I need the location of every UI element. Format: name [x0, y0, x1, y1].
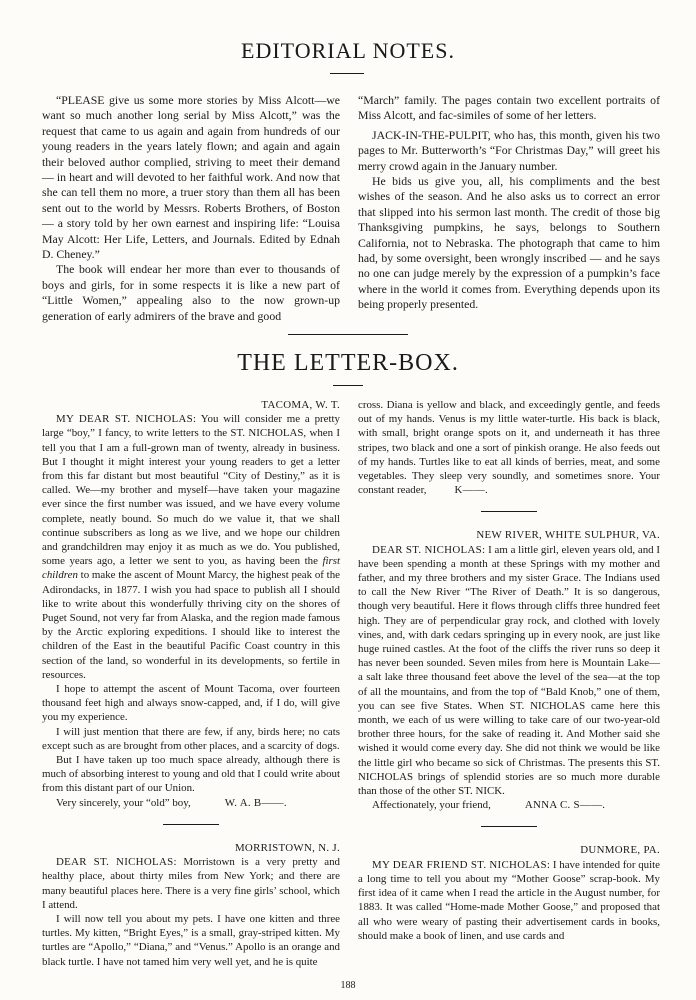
editorial-left-column — [42, 93, 340, 324]
letterbox-heading: THE LETTER-BOX. — [237, 350, 459, 376]
letter-closing: Affectionately, your friend, — [372, 799, 491, 812]
letter-salutation: MY DEAR FRIEND ST. NICHOLAS: — [372, 858, 551, 871]
letter-text: cross. Diana is yellow and black, and exceedingly gentle, and feeds out of my hands. Venus is my little water-turtle. His back is black, with small, bright orange spots on it, and underneath it has three stripes, two black and one a sort of pinkish orange. He also feeds out of my hands. Turtles like to eat all kinds of berries, meat, and some vegetables. They sleep very soundly, and sometimes snore. — [358, 399, 660, 483]
letter-place: NEW RIVER, WHITE SULPHUR, VA. — [476, 529, 660, 542]
letter-tacoma — [42, 398, 340, 810]
letter-divider — [481, 826, 537, 827]
letter-place: DUNMORE, PA. — [580, 844, 660, 857]
letter-paragraph: I hope to attempt the ascent of Mount Tacoma, over fourteen thousand feet high and always snow-capped, and, if I do, will give you my experience. — [42, 683, 340, 724]
letter-signature: K——. — [454, 484, 489, 497]
letter-text: to make the ascent of Mount Marcy, the highest peak of the Adirondacks, in 1877. I wish you had space to publish all I should like to write about this wonderfully thriving city on the shores of Puget Sound, not very far from Alaska, and the region made famous by the Arctic exploring expeditions. I should like to interest the children of the East in the beautiful Pacific Coast country in this section of the land, so wonderful in its developments, so fertile in resources. — [42, 569, 340, 681]
letter-signature: ANNA C. S——. — [524, 799, 606, 812]
page-number: 188 — [340, 980, 356, 991]
letterbox-right-column — [358, 398, 660, 943]
editorial-paragraph: JACK-IN-THE-PULPIT, who has, this month, given his two pages to Mr. Butterworth’s “For Christmas Day,” will greet his merry crowd again in the January number. — [358, 127, 660, 173]
letter-signoff — [358, 798, 660, 812]
letter-new-river — [358, 528, 660, 812]
letter-body — [42, 855, 340, 912]
letter-paragraph: But I have taken up too much space already, although there is much of absorbing interest to young and old that I could write about from this distant part of our Union. — [42, 754, 340, 795]
letter-closing: Very sincerely, your “old” boy, — [56, 796, 191, 809]
letter-signoff — [42, 796, 340, 810]
letter-salutation: DEAR ST. NICHOLAS: — [372, 543, 486, 556]
letter-paragraph: I will now tell you about my pets. I have one kitten and three turtles. My kitten, “Bright Eyes,” is a small, gray-striped kitten. My turtles are “Apollo,” “Diana,” and “Venus.” Apollo is an orange and black turtle. I have not tamed him very well yet, and he is quite — [42, 912, 340, 968]
letter-text: Morristown is a very pretty and healthy place, about thirty miles from New York; and there are many beautiful places here. There is a very fine girls’ school, which I attend. — [42, 856, 340, 911]
letter-body — [358, 858, 660, 943]
editorial-paragraph: “March” family. The pages contain two excellent portraits of Miss Alcott, and fac-similes of some of her letters. — [358, 93, 660, 123]
letter-divider — [163, 824, 219, 825]
letter-morristown-continued — [358, 398, 660, 497]
letter-paragraph: I will just mention that there are few, if any, birds here; no cats except such as are brought from other places, and a scarcity of dogs. — [42, 725, 340, 752]
letter-morristown — [42, 841, 340, 969]
editorial-right-column — [358, 93, 660, 313]
emphasized-text: first children — [42, 555, 340, 582]
letter-place: TACOMA, W. T. — [261, 399, 340, 411]
letter-closing: Your constant reader, — [358, 470, 660, 497]
letter-salutation: DEAR ST. NICHOLAS: — [56, 856, 177, 869]
letterbox-left-column — [42, 398, 340, 969]
letter-body — [42, 412, 340, 682]
letter-signature: W. A. B——. — [224, 796, 287, 809]
letter-dunmore — [358, 843, 660, 942]
editorial-paragraph: “PLEASE give us some more stories by Miss Alcott—we want so much another long serial by Miss Alcott,” was the request that came to us again and again from hundreds of our young readers in the years lately flown; and again and again their beloved author complied, striving to meet their demand — in heart and will devoted to her faithful work. And now that she can tell them no more, a truer story than them all has been sent out to the world by Messrs. Roberts Brothers, of Boston — a story told by her own earnest and inspiring life: “Louisa May Alcott: Her Life, Letters, and Journals. Edited by Ednah D. Cheney.” — [42, 93, 340, 262]
letter-text: You will consider me a pretty large “boy,” I fancy, to write letters to the ST. NICHOLAS, when I tell you that I am a full-grown man of twenty, already in business. But I thought it might interest your young readers to get a letter from this far distant but most beautiful “City of Destiny,” as it is called. We—my brother and myself—have taken your magazine ever since the first number was issued, and we have every volume complete, neatly bound. So much do we value it, that we shall continue subscribers as long as we live, and we hope our children and grandchildren may enjoy it as much as we do. You published, some years ago, a letter we sent to you, as having been the — [42, 413, 341, 568]
title-rule — [330, 73, 364, 74]
editorial-paragraph: The book will endear her more than ever to thousands of boys and girls, for in some respects it is like a new part of “Little Women,” appealing also to the now grown-up generation of early admirers of the brave and good — [42, 262, 340, 323]
letter-paragraph — [358, 398, 660, 497]
letter-divider — [481, 511, 537, 512]
letter-text: I am a little girl, eleven years old, and I have been spending a month at these Springs with my mother and father, and my three brothers and my sister Grace. The Indians used to call the New River “The River of Death.” It is so dangerous, though very beautiful. Here it flows through cliffs three hundred feet high. They are of perpendicular gray rock, and clothed with lovely vines, and, with dark cedars springing up in every nook, are just like huge ruined castles. At the foot of the cliffs the river runs so deep it has never been sounded. Seven miles from here is Mountain Lake—a salt lake three thousand feet above the level of the sea—at the top of all the mountains, and from the top of “Bald Knob,” one of them, you can see five States. When ST. NICHOLAS came here this month, we each of us were willing to take care of our two-year-old brother three hours, for the sake of reading it. And Mother said she wished it would come every day. She did not think we would be like the little girl who became so sick of Christmas. The presents this ST. NICHOLAS brings of splendid stories are so much more durable than those of the other ST. NICK. — [358, 543, 661, 798]
section-rule — [288, 334, 408, 335]
letter-place: MORRISTOWN, N. J. — [234, 841, 340, 854]
editorial-heading: EDITORIAL NOTES. — [241, 38, 455, 63]
letter-body — [358, 543, 660, 799]
letter-salutation: MY DEAR ST. NICHOLAS: — [56, 413, 197, 426]
letter-text: I have intended for quite a long time to tell you about my “Mother Goose” scrap-book. My first idea of it came when I read the article in the August number, for 1883. It was called “Home-made Mother Goose,” and proposed that all who were weary of pasting their advertisement cards in books, should make a book of linen, and use cards and — [358, 858, 660, 942]
title-rule — [333, 385, 363, 386]
editorial-paragraph: He bids us give you, all, his compliments and the best wishes of the season. And he also asks us to correct an error that slipped into his sermon last month. The credit of those big Thanksgiving pumpkins, he says, belongs to Southern California, not to Nebraska. The photograph that came to him had, by some oversight, been wrongly inscribed — and he says no one can judge merely by the expression of a pumpkin’s face where in the world it comes from. Everything depends upon its being properly presented. — [358, 174, 660, 312]
